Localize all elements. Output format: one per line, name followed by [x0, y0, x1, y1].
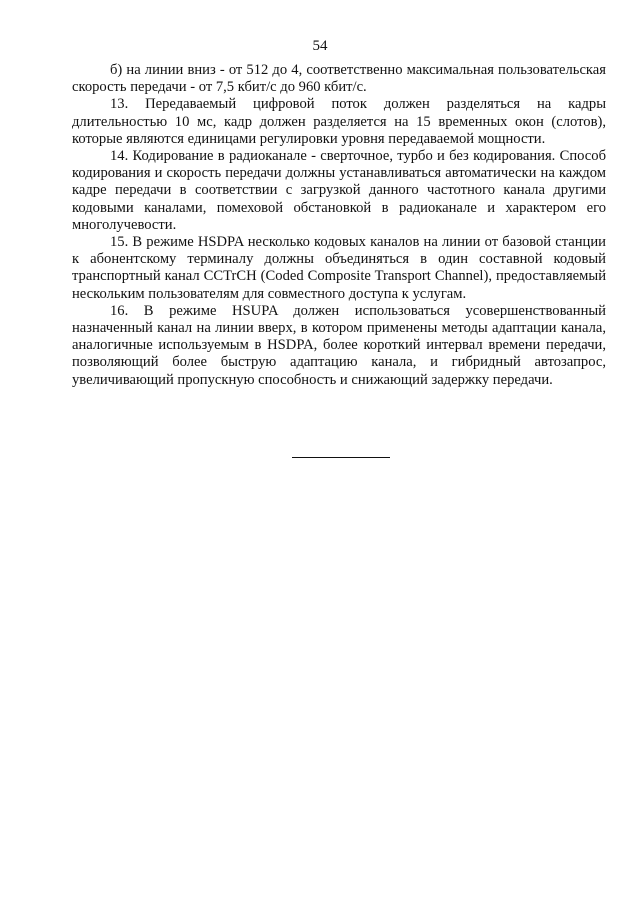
page-number: 54: [312, 38, 328, 54]
end-separator-line: [292, 457, 390, 458]
document-body: [72, 62, 606, 389]
paragraph-13-frames: 13. Передаваемый цифровой поток должен разделяться на кадры длительностью 10 мс, кадр должен разделяется на 15 временных окон (слотов), которые являются единицами регулировки уровня передаваемой мощности.: [72, 96, 606, 147]
paragraph-b-downlink-rate: б) на линии вниз - от 512 до 4, соответственно максимальная пользовательская скорость передачи - от 7,5 кбит/с до 960 кбит/с.: [72, 62, 606, 96]
paragraph-16-hsupa: 16. В режиме HSUPA должен использоваться усовершенствованный назначенный канал на линии вверх, в котором применены методы адаптации канала, аналогичные используемым в HSDPA, более короткий интервал времени передачи, позволяющий более быструю адаптацию канала, и гибридный автозапрос, увеличивающий пропускную способность и снижающий задержку передачи.: [72, 302, 606, 388]
paragraph-15-hsdpa: 15. В режиме HSDPA несколько кодовых каналов на линии от базовой станции к абонентскому терминалу должны объединяться в один составной кодовый транспортный канал CCTrCH (Coded Composite Transport Channel), предоставляемый нескольким пользователям для совместного доступа к услугам.: [72, 234, 606, 302]
paragraph-14-coding: 14. Кодирование в радиоканале - сверточное, турбо и без кодирования. Способ кодирования и скорость передачи должны устанавливаться автоматически на каждом кадре передачи в соответствии с загрузкой данного частотного канала другими кодовыми каналами, помеховой обстановкой в радиоканале и характером его многолучевости.: [72, 148, 606, 233]
